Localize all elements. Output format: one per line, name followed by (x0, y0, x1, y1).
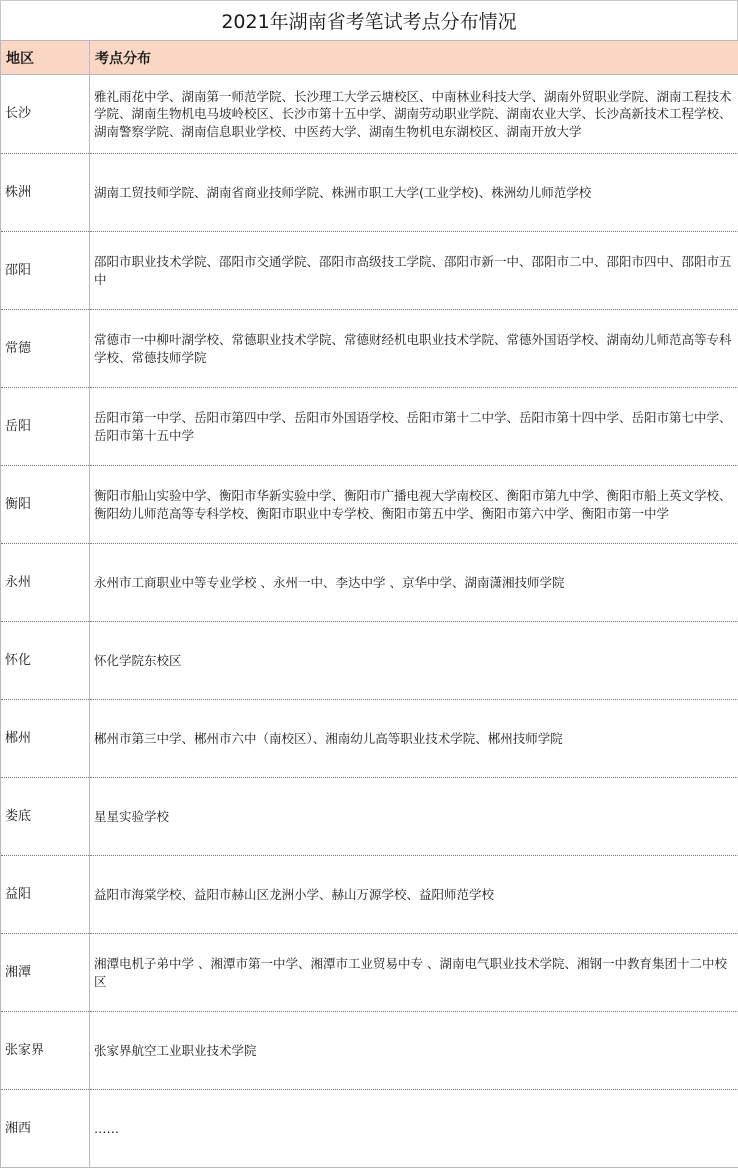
region-cell: 张家界 (1, 1012, 90, 1090)
table-row (1, 700, 738, 778)
sites-cell: 永州市工商职业中等专业学校 、永州一中、李达中学 、京华中学、湖南潇湘技师学院 (90, 544, 738, 622)
header-region: 地区 (1, 41, 90, 75)
region-cell: 湘潭 (1, 934, 90, 1012)
table-row (1, 310, 738, 388)
region-cell: 株洲 (1, 154, 90, 232)
sites-cell: 常德市一中柳叶湖学校、常德职业技术学院、常德财经机电职业技术学院、常德外国语学校、湖南幼儿师范高等专科学校、常德技师学院 (90, 310, 738, 388)
region-cell: 郴州 (1, 700, 90, 778)
table-row (1, 622, 738, 700)
region-cell: 长沙 (1, 75, 90, 154)
sites-cell: 岳阳市第一中学、岳阳市第四中学、岳阳市外国语学校、岳阳市第十二中学、岳阳市第十四中学、岳阳市第七中学、岳阳市第十五中学 (90, 388, 738, 466)
table-row (1, 1090, 738, 1168)
table-row (1, 154, 738, 232)
sites-cell: 衡阳市船山实验中学、衡阳市华新实验中学、衡阳市广播电视大学南校区、衡阳市第九中学、衡阳市船上英文学校、衡阳幼儿师范高等专科学校、衡阳市职业中专学校、衡阳市第五中学、衡阳市第六中学、衡阳市第一中学 (90, 466, 738, 544)
table-row (1, 856, 738, 934)
table-row (1, 544, 738, 622)
region-cell: 邵阳 (1, 232, 90, 310)
sites-cell: …… (90, 1090, 738, 1168)
region-cell: 衡阳 (1, 466, 90, 544)
exam-site-table (0, 40, 738, 1168)
region-cell: 娄底 (1, 778, 90, 856)
region-cell: 永州 (1, 544, 90, 622)
table-row (1, 232, 738, 310)
sites-cell: 星星实验学校 (90, 778, 738, 856)
sites-cell: 邵阳市职业技术学院、邵阳市交通学院、邵阳市高级技工学院、邵阳市新一中、邵阳市二中、邵阳市四中、邵阳市五中 (90, 232, 738, 310)
sites-cell: 雅礼雨花中学、湖南第一师范学院、长沙理工大学云塘校区、中南林业科技大学、湖南外贸职业学院、湖南工程技术学院、湖南生物机电马坡岭校区、长沙市第十五中学、湖南劳动职业学院、湖南农业大学、长沙高新技术工程学校、湖南警察学院、湖南信息职业学校、中医药大学、湖南生物机电东湖校区、湖南开放大学 (90, 75, 738, 154)
table-row (1, 466, 738, 544)
region-cell: 常德 (1, 310, 90, 388)
sites-cell: 怀化学院东校区 (90, 622, 738, 700)
region-cell: 湘西 (1, 1090, 90, 1168)
region-cell: 益阳 (1, 856, 90, 934)
sites-cell: 湖南工贸技师学院、湖南省商业技师学院、株洲市职工大学(工业学校)、株洲幼儿师范学校 (90, 154, 738, 232)
region-cell: 怀化 (1, 622, 90, 700)
table-row (1, 934, 738, 1012)
sites-cell: 郴州市第三中学、郴州市六中（南校区）、湘南幼儿高等职业技术学院、郴州技师学院 (90, 700, 738, 778)
table-row (1, 1012, 738, 1090)
table-row (1, 778, 738, 856)
table-header-row (1, 41, 738, 75)
region-cell: 岳阳 (1, 388, 90, 466)
sites-cell: 湘潭电机子弟中学 、湘潭市第一中学、湘潭市工业贸易中专 、湖南电气职业技术学院、湘钢一中教育集团十二中校区 (90, 934, 738, 1012)
table-row (1, 75, 738, 154)
header-sites: 考点分布 (90, 41, 738, 75)
sites-cell: 益阳市海棠学校、益阳市赫山区龙洲小学、赫山万源学校、益阳师范学校 (90, 856, 738, 934)
sheet-title: 2021年湖南省考笔试考点分布情况 (0, 0, 738, 40)
table-row (1, 388, 738, 466)
sites-cell: 张家界航空工业职业技术学院 (90, 1012, 738, 1090)
